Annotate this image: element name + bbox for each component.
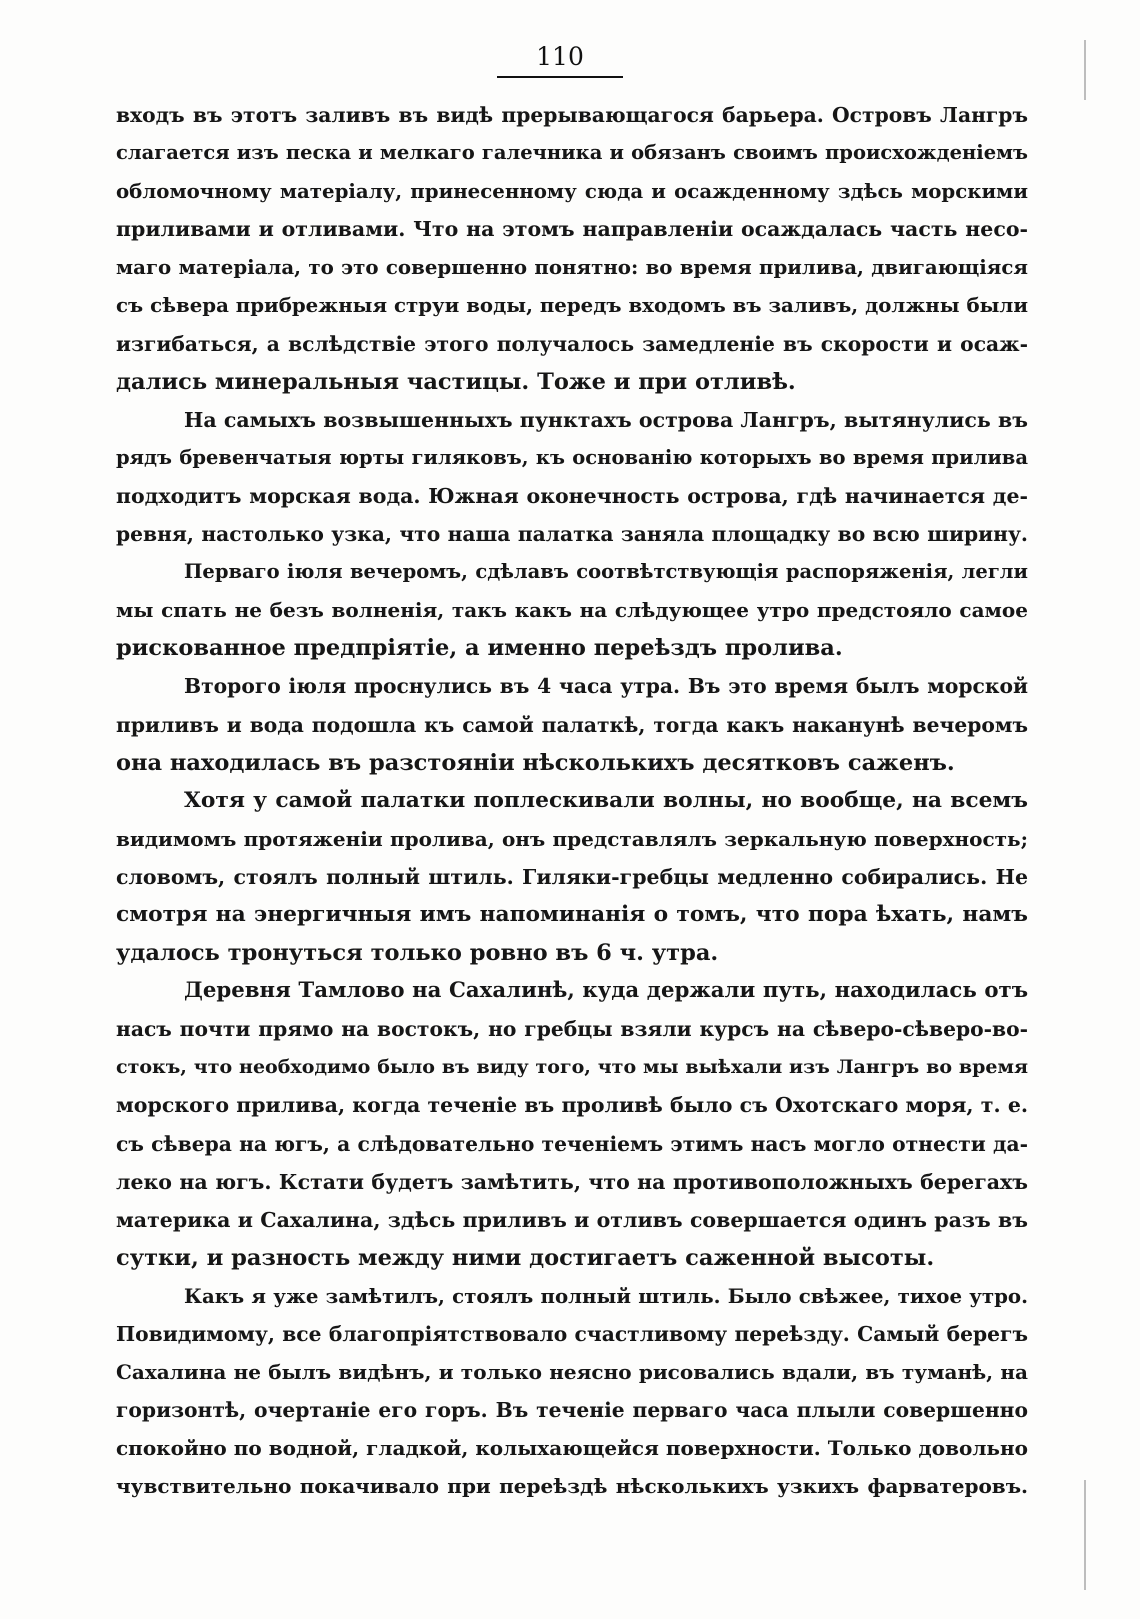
text-line: морского прилива, когда теченіе въ проливѣ было съ Охотскаго моря, т. е. <box>116 1093 1028 1118</box>
text-line: сутки, и разность между ними достигаетъ саженной высоты. <box>116 1244 935 1271</box>
text-line: рядъ бревенчатыя юрты гиляковъ, къ основанію которыхъ во время прилива <box>116 445 1028 469</box>
text-line: стокъ, что необходимо было въ виду того, что мы выѣхали изъ Лангръ во время <box>116 1056 1028 1079</box>
text-line: Второго іюля проснулись въ 4 часа утра. Въ это время былъ морской <box>184 674 1028 699</box>
text-line: удалось тронуться только ровно въ 6 ч. утра. <box>116 940 719 967</box>
text-line: горизонтѣ, очертаніе его горъ. Въ теченіе перваго часа плыли совершенно <box>116 1398 1028 1423</box>
text-line: приливами и отливами. Что на этомъ направленіи осаждалась часть несо- <box>116 217 1028 242</box>
text-line: дались минеральныя частицы. Тоже и при отливѣ. <box>116 368 796 395</box>
text-line: обломочному матеріалу, принесенному сюда и осажденному здѣсь морскими <box>116 179 1028 204</box>
text-line: входъ въ этотъ заливъ въ видѣ прерывающагося барьера. Островъ Лангръ <box>116 103 1028 127</box>
text-line: насъ почти прямо на востокъ, но гребцы взяли курсъ на сѣверо-сѣверо-во- <box>116 1017 1028 1042</box>
text-line: ревня, настолько узка, что наша палатка заняла площадку во всю ширину. <box>116 522 1028 547</box>
text-line: чувствительно покачивало при переѣздѣ нѣсколькихъ узкихъ фарватеровъ. <box>116 1474 1028 1499</box>
text-line: изгибаться, а вслѣдствіе этого получалось замедленіе въ скорости и осаж- <box>116 331 1028 356</box>
text-line: Деревня Тамлово на Сахалинѣ, куда держали путь, находилась отъ <box>184 978 1028 1004</box>
text-line: рискованное предпріятіе, а именно переѣздъ пролива. <box>116 635 843 662</box>
text-line: мы спать не безъ волненія, такъ какъ на слѣдующее утро предстояло самое <box>116 598 1028 623</box>
text-line: Сахалина не былъ видѣнъ, и только неясно рисовались вдали, въ туманѣ, на <box>116 1360 1028 1385</box>
text-line: маго матеріала, то это совершенно понятно: во время прилива, двигающіяся <box>116 255 1028 280</box>
page-number: 110 <box>536 42 584 71</box>
page-number-rule <box>497 76 623 78</box>
scan-margin-mark <box>1084 40 1086 100</box>
text-line: спокойно по водной, гладкой, колыхающейся поверхности. Только довольно <box>116 1436 1028 1461</box>
text-line: На самыхъ возвышенныхъ пунктахъ острова Лангръ, вытянулись въ <box>184 407 1028 432</box>
text-line: съ сѣвера прибрежныя струи воды, передъ входомъ въ заливъ, должны были <box>116 293 1028 318</box>
text-line: подходитъ морская вода. Южная оконечность острова, гдѣ начинается де- <box>116 483 1028 508</box>
text-line: съ сѣвера на югъ, а слѣдовательно теченіемъ этимъ насъ могло отнести да- <box>116 1131 1028 1156</box>
text-line: слагается изъ песка и мелкаго галечника и обязанъ своимъ происхожденіемъ <box>116 141 1028 165</box>
text-line: она находилась въ разстояніи нѣсколькихъ десятковъ саженъ. <box>116 749 955 776</box>
text-line: Перваго іюля вечеромъ, сдѣлавъ соотвѣтствующія распоряженія, легли <box>184 560 1028 584</box>
text-line: материка и Сахалина, здѣсь приливъ и отливъ совершается одинъ разъ въ <box>116 1207 1028 1232</box>
scan-margin-mark <box>1084 1480 1086 1590</box>
text-line: видимомъ протяженіи пролива, онъ представлялъ зеркальную поверхность; <box>116 826 1028 851</box>
text-line: словомъ, стоялъ полный штиль. Гиляки-гребцы медленно собирались. Не <box>116 864 1028 889</box>
text-line: Повидимому, все благопріятствовало счастливому переѣзду. Самый берегъ <box>116 1322 1028 1346</box>
text-line: приливъ и вода подошла къ самой палаткѣ, тогда какъ наканунѣ вечеромъ <box>116 712 1028 737</box>
text-line: Какъ я уже замѣтилъ, стоялъ полный штиль. Было свѣжее, тихое утро. <box>184 1283 1028 1308</box>
text-line: леко на югъ. Кстати будетъ замѣтить, что на противоположныхъ берегахъ <box>116 1169 1028 1194</box>
text-line: смотря на энергичныя имъ напоминанія о томъ, что пора ѣхать, намъ <box>116 901 1028 927</box>
text-line: Хотя у самой палатки поплескивали волны, но вообще, на всемъ <box>184 787 1028 813</box>
body-text <box>116 96 1028 1505</box>
